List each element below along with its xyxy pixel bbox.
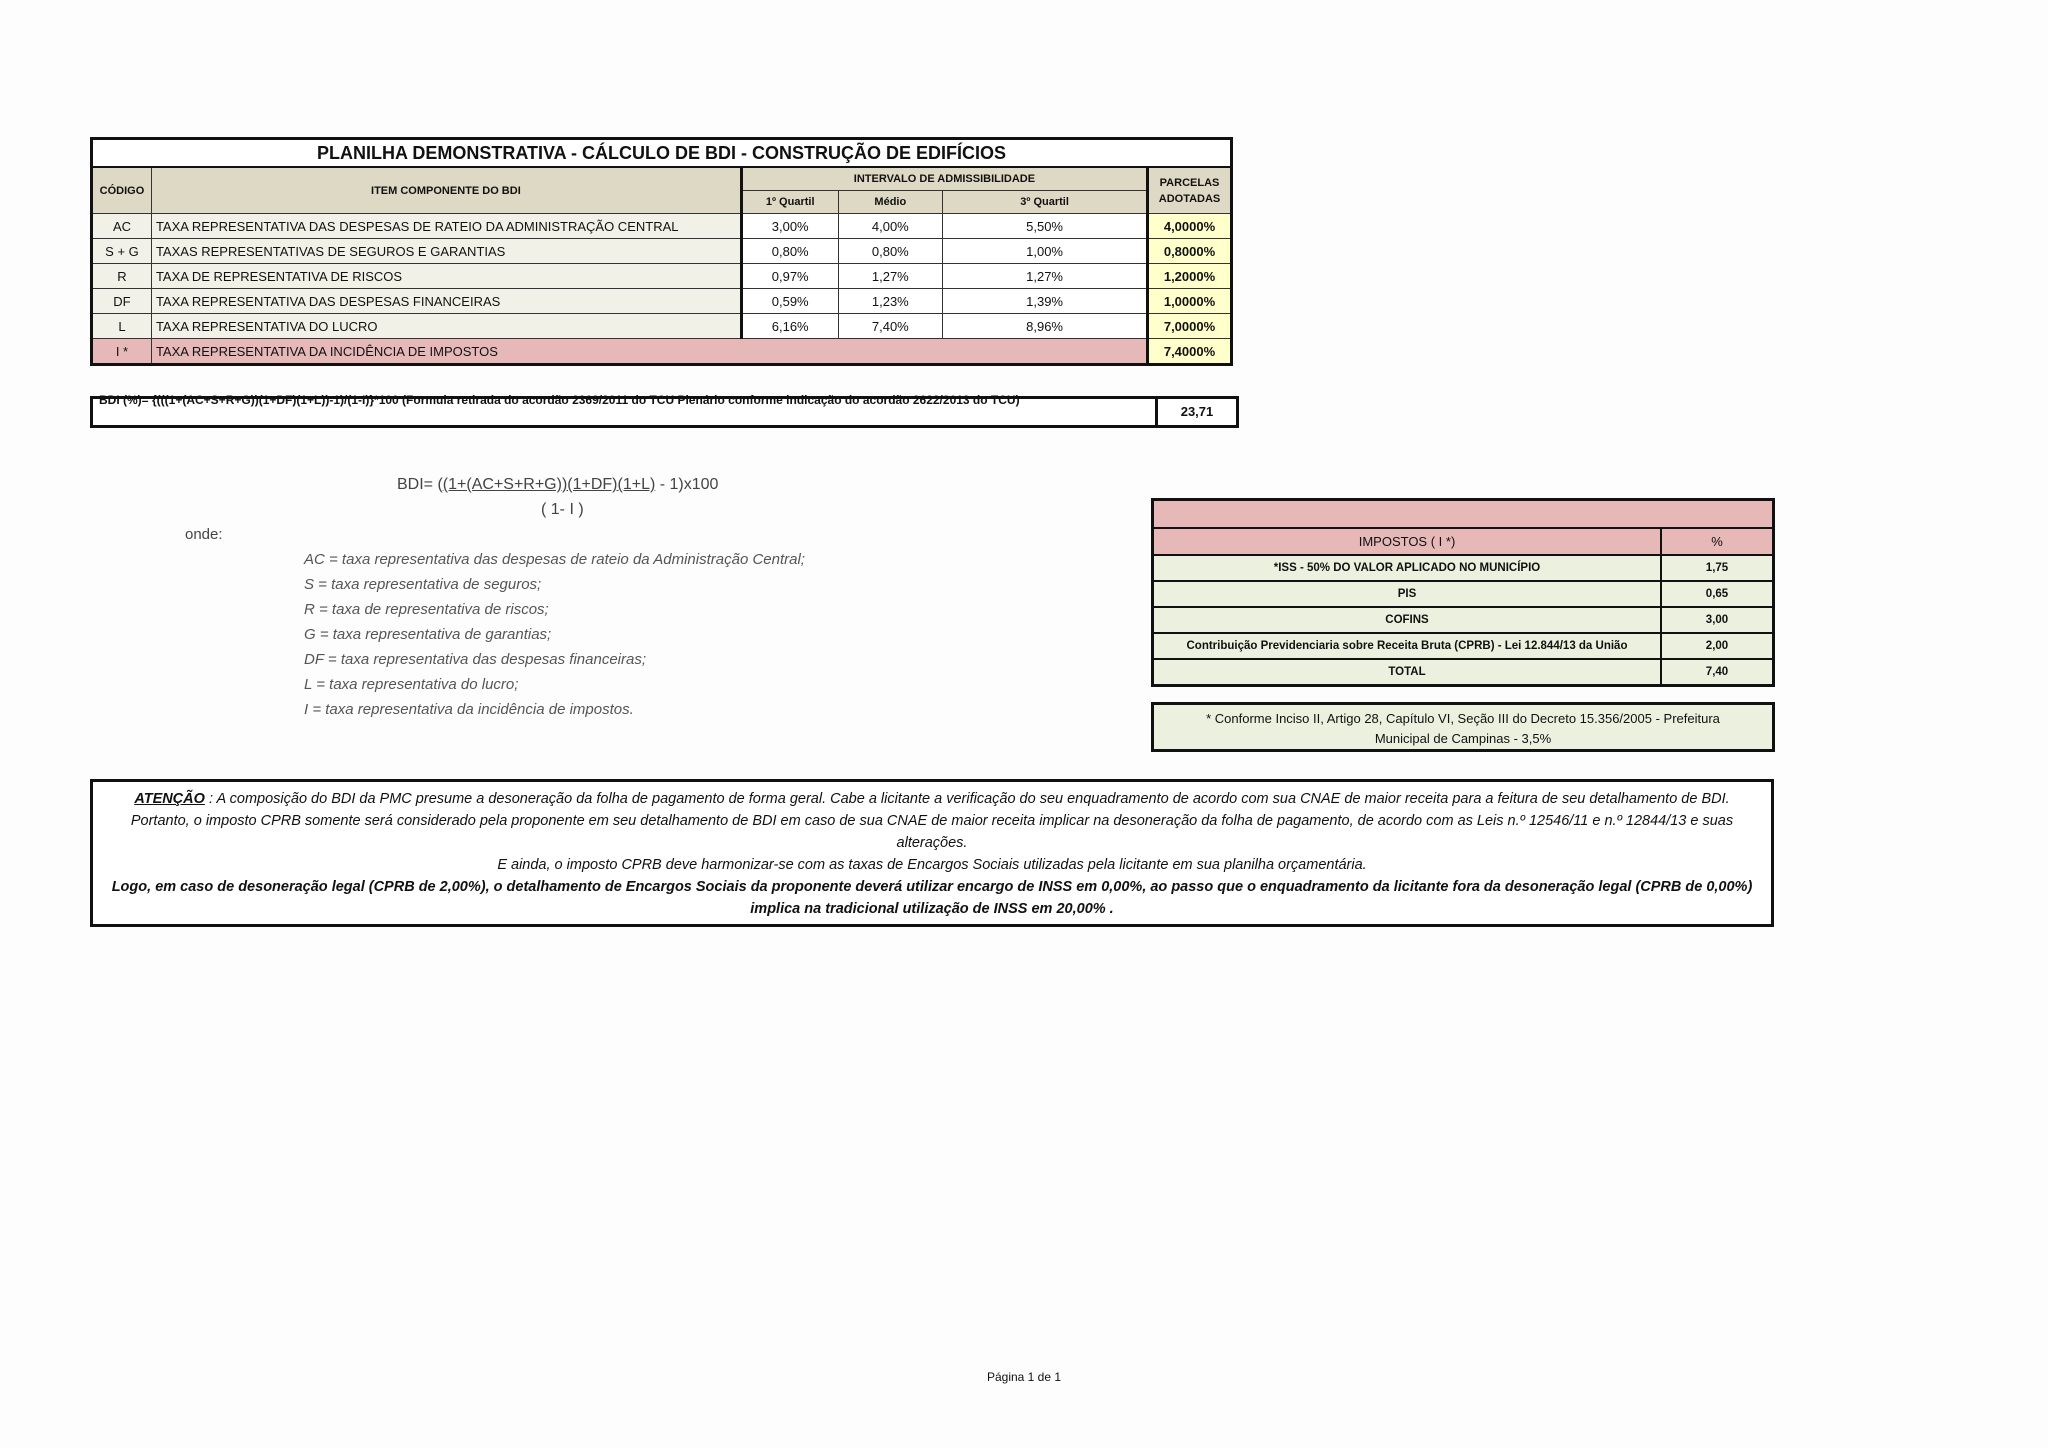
- row-item: TAXA REPRESENTATIVA DAS DESPESAS DE RATEIO DA ADMINISTRAÇÃO CENTRAL: [151, 214, 741, 239]
- table-row: [92, 214, 1232, 239]
- row-code: S + G: [92, 239, 152, 264]
- tax-pct: 2,00: [1661, 633, 1774, 659]
- tax-label: TOTAL: [1153, 659, 1662, 686]
- row-q1: 0,97%: [741, 264, 838, 289]
- formula-suffix: - 1)x100: [655, 476, 719, 493]
- row-code: R: [92, 264, 152, 289]
- header-median: Médio: [838, 191, 943, 214]
- row-adopted: 0,8000%: [1148, 239, 1232, 264]
- taxes-blank-row: [1153, 500, 1774, 529]
- row-adopted: 1,0000%: [1148, 289, 1232, 314]
- row-item: TAXA REPRESENTATIVA DO LUCRO: [151, 314, 741, 339]
- row-adopted: 4,0000%: [1148, 214, 1232, 239]
- legend-line: S = taxa representativa de seguros;: [304, 576, 542, 593]
- page-title: PLANILHA DEMONSTRATIVA - CÁLCULO DE BDI - CONSTRUÇÃO DE EDIFÍCIOS: [92, 139, 1232, 168]
- tax-label: *ISS - 50% DO VALOR APLICADO NO MUNICÍPIO: [1153, 555, 1662, 581]
- row-item: TAXA REPRESENTATIVA DAS DESPESAS FINANCEIRAS: [151, 289, 741, 314]
- bdi-value: 23,71: [1155, 399, 1236, 425]
- table-row: [92, 239, 1232, 264]
- row-q3: 8,96%: [943, 314, 1148, 339]
- table-title-row: [92, 139, 1232, 168]
- legend-line: I = taxa representativa da incidência de impostos.: [304, 701, 634, 718]
- attention-text-1: : A composição do BDI da PMC presume a desoneração da folha de pagamento de forma geral. Cabe a licitante a verificação do seu enquadramento de acordo com sua CNAE de maior receita para a feitura de seu detalhamento de BDI. Portanto, o imposto CPRB somente será considerado pela proponente em seu detalhamento de BDI em caso de sua CNAE de maior receita implicar na desoneração da folha de pagamento, de acordo com as Leis n.º 12546/11 e n.º 12844/13 e suas alterações.: [130, 791, 1734, 851]
- row-code: L: [92, 314, 152, 339]
- table-row: [1153, 555, 1774, 581]
- row-median: 4,00%: [838, 214, 943, 239]
- attention-paragraph-2: E ainda, o imposto CPRB deve harmonizar-se com as taxas de Encargos Sociais utilizadas pela licitante em sua planilha orçamentária.: [497, 857, 1367, 873]
- taxes-table: [1151, 498, 1775, 687]
- row-item: TAXA REPRESENTATIVA DA INCIDÊNCIA DE IMPOSTOS: [151, 339, 1147, 365]
- legend-line: G = taxa representativa de garantias;: [304, 626, 552, 643]
- legend-line: DF = taxa representativa das despesas financeiras;: [304, 651, 646, 668]
- header-adopted-line2: ADOTADAS: [1158, 192, 1221, 205]
- header-interval: INTERVALO DE ADMISSIBILIDADE: [741, 167, 1147, 191]
- attention-paragraph-1: [103, 788, 1761, 854]
- bdi-table: [90, 137, 1233, 366]
- row-item: TAXA DE REPRESENTATIVA DE RISCOS: [151, 264, 741, 289]
- decree-note-line1: * Conforme Inciso II, Artigo 28, Capítulo VI, Seção III do Decreto 15.356/2005 - Prefeitura: [1206, 711, 1720, 726]
- row-median: 7,40%: [838, 314, 943, 339]
- row-median: 1,23%: [838, 289, 943, 314]
- bdi-result-bar: [90, 393, 1239, 428]
- decree-note: [1151, 702, 1775, 752]
- header-adopted: [1148, 167, 1232, 214]
- row-median: 0,80%: [838, 239, 943, 264]
- row-code: AC: [92, 214, 152, 239]
- formula-denominator: ( 1- I ): [541, 501, 584, 518]
- row-q3: 1,00%: [943, 239, 1148, 264]
- attention-box: [90, 779, 1774, 927]
- row-adopted: 7,0000%: [1148, 314, 1232, 339]
- row-adopted: 1,2000%: [1148, 264, 1232, 289]
- row-code: DF: [92, 289, 152, 314]
- formula-where: onde:: [185, 526, 223, 543]
- row-q3: 1,27%: [943, 264, 1148, 289]
- legend-line: AC = taxa representativa das despesas de rateio da Administração Central;: [304, 551, 805, 568]
- taxes-header-pct: %: [1661, 528, 1774, 555]
- row-code: I *: [92, 339, 152, 365]
- row-q1: 0,59%: [741, 289, 838, 314]
- row-median: 1,27%: [838, 264, 943, 289]
- attention-paragraph-3: Logo, em caso de desoneração legal (CPRB de 2,00%), o detalhamento de Encargos Sociais da proponente deverá utilizar encargo de INSS em 0,00%, ao passo que o enquadramento da licitante fora da desoneração legal (CPRB de 0,00%) implica na tradicional utilização de INSS em 20,00% .: [111, 879, 1753, 917]
- row-item: TAXAS REPRESENTATIVAS DE SEGUROS E GARANTIAS: [151, 239, 741, 264]
- row-q1: 6,16%: [741, 314, 838, 339]
- header-q1: 1º Quartil: [741, 191, 838, 214]
- row-q1: 3,00%: [741, 214, 838, 239]
- row-q3: 5,50%: [943, 214, 1148, 239]
- header-adopted-line1: PARCELAS: [1159, 176, 1220, 189]
- legend-line: R = taxa de representativa de riscos;: [304, 601, 549, 618]
- table-row: [1153, 607, 1774, 633]
- table-row: [1153, 633, 1774, 659]
- table-row: [92, 314, 1232, 339]
- header-item: ITEM COMPONENTE DO BDI: [151, 167, 741, 214]
- tax-incidence-row: [92, 339, 1232, 365]
- tax-pct: 0,65: [1661, 581, 1774, 607]
- legend-line: L = taxa representativa do lucro;: [304, 676, 519, 693]
- table-row: [92, 264, 1232, 289]
- taxes-header-row: [1153, 528, 1774, 555]
- header-row: [92, 167, 1232, 191]
- attention-label: ATENÇÃO: [134, 791, 205, 807]
- formula-numerator: [397, 476, 718, 494]
- header-code: CÓDIGO: [92, 167, 152, 214]
- bdi-formula-text: BDI (%)= {(((1+(AC+S+R+G))(1+DF)(1+L))-1)/(1-I)}*100 (Formula retirada do acordão 2369/2011 do TCU Plenário conforme indicação do acordão 2622/2013 do TCU): [99, 393, 1020, 407]
- tax-pct: 7,40: [1661, 659, 1774, 686]
- taxes-header-label: IMPOSTOS ( I *): [1153, 528, 1662, 555]
- tax-label: PIS: [1153, 581, 1662, 607]
- row-q1: 0,80%: [741, 239, 838, 264]
- header-q3: 3º Quartil: [943, 191, 1148, 214]
- row-q3: 1,39%: [943, 289, 1148, 314]
- table-row: [92, 289, 1232, 314]
- table-row: [1153, 581, 1774, 607]
- decree-note-line2: Municipal de Campinas - 3,5%: [1374, 731, 1552, 746]
- table-row: [1153, 659, 1774, 686]
- formula-prefix: BDI= (: [397, 476, 443, 493]
- page-footer: Página 1 de 1: [986, 1370, 1062, 1384]
- row-adopted: 7,4000%: [1148, 339, 1232, 365]
- formula-numerator-body: (1+(AC+S+R+G))(1+DF)(1+L): [442, 476, 656, 493]
- tax-pct: 1,75: [1661, 555, 1774, 581]
- tax-label: COFINS: [1153, 607, 1662, 633]
- tax-label: Contribuição Previdenciaria sobre Receita Bruta (CPRB) - Lei 12.844/13 da União: [1153, 633, 1662, 659]
- tax-pct: 3,00: [1661, 607, 1774, 633]
